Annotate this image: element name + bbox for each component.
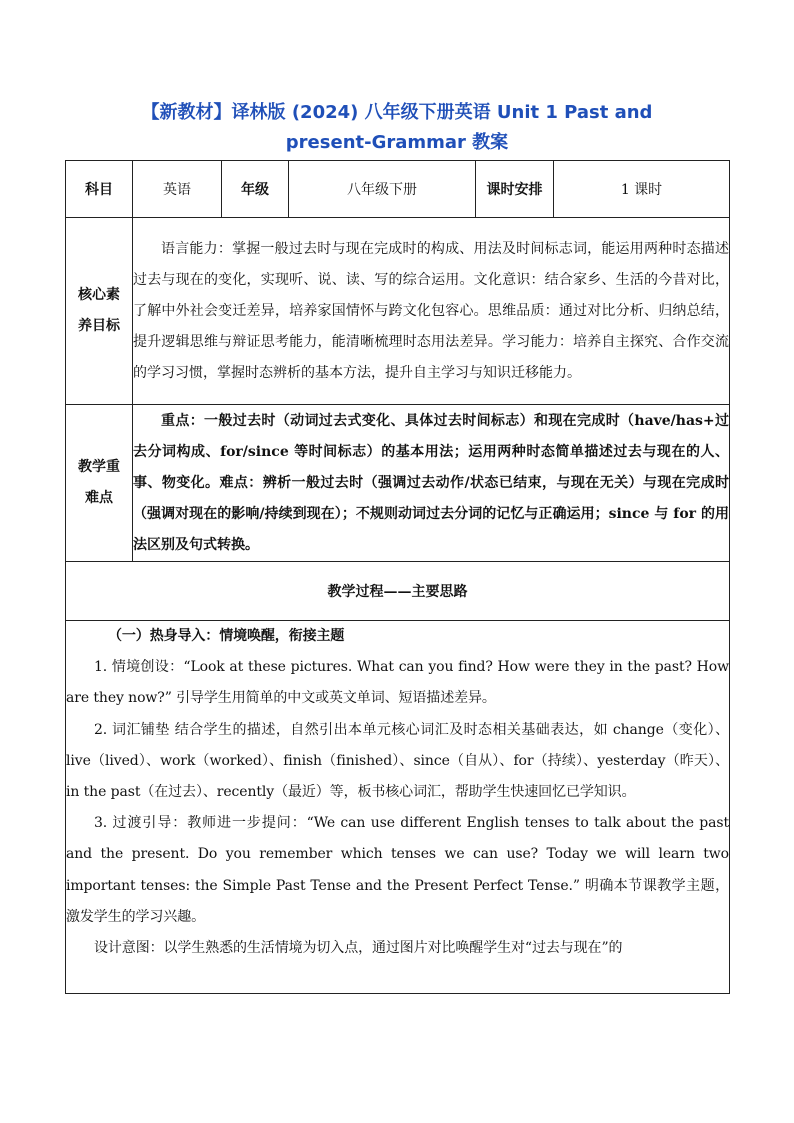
document-title	[60, 98, 734, 158]
period-value: 1 课时	[554, 161, 730, 218]
core-goals-label-line1: 核心素	[78, 287, 120, 303]
process-paragraph-1: 1. 情境创设：“Look at these pictures. What can you find? How were they in the past? How are they now?” 引导学生用简单的中文或英文单词、短语描述差异。	[66, 659, 729, 707]
subject-label: 科目	[66, 161, 133, 218]
period-label: 课时安排	[476, 161, 554, 218]
process-heading: 教学过程——主要思路	[66, 562, 730, 621]
process-subheading-1: （一）热身导入：情境唤醒，衔接主题	[108, 628, 345, 644]
process-paragraph-2: 2. 词汇铺垫 结合学生的描述，自然引出本单元核心词汇及时态相关基础表达，如 change（变化）、live（lived）、work（worked）、finish（finished）、since（自从）、for（持续）、yesterday（昨天）、in the past（在过去）、recently（最近）等，板书核心词汇，帮助学生快速回忆已学知识。	[66, 721, 729, 801]
key-points-label-line1: 教学重	[78, 459, 120, 475]
process-paragraph-3: 3. 过渡引导：教师进一步提问：“We can use different English tenses to talk about the past and the present. Do you remember which tenses we can use? Today we will learn two important tenses: the Simple Past Tense and the Present Perfect Tense.” 明确本节课教学主题，激发学生的学习兴趣。	[66, 815, 729, 925]
grade-value: 八年级下册	[289, 161, 476, 218]
core-goals-label	[66, 218, 133, 405]
core-goals-text: 语言能力：掌握一般过去时与现在完成时的构成、用法及时间标志词，能运用两种时态描述过去与现在的变化，实现听、说、读、写的综合运用。文化意识：结合家乡、生活的今昔对比，了解中外社会变迁差异，培养家国情怀与跨文化包容心。思维品质：通过对比分析、归纳总结，提升逻辑思维与辩证思考能力，能清晰梳理时态用法差异。学习能力：培养自主探究、合作交流的学习习惯，掌握时态辨析的基本方法，提升自主学习与知识迁移能力。	[133, 218, 730, 405]
process-paragraph-4: 设计意图：以学生熟悉的生活情境为切入点，通过图片对比唤醒学生对“过去与现在”的	[94, 940, 623, 957]
core-goals-row	[66, 218, 730, 405]
grade-label: 年级	[222, 161, 289, 218]
title-line-2: present-Grammar 教案	[285, 132, 509, 153]
key-points-label	[66, 405, 133, 562]
lesson-plan-table	[65, 160, 730, 994]
process-heading-row	[66, 562, 730, 621]
key-points-text: 重点：一般过去时（动词过去式变化、具体过去时间标志）和现在完成时（have/has+过去分词构成、for/since 等时间标志）的基本用法；运用两种时态简单描述过去与现在的人、事、物变化。难点：辨析一般过去时（强调过去动作/状态已结束，与现在无关）与现在完成时（强调对现在的影响/持续到现在）；不规则动词过去分词的记忆与正确运用；since 与 for 的用法区别及句式转换。	[133, 405, 730, 562]
core-goals-label-line2: 养目标	[78, 318, 120, 334]
header-row	[66, 161, 730, 218]
subject-value: 英语	[133, 161, 222, 218]
title-line-1: 【新教材】译林版 (2024) 八年级下册英语 Unit 1 Past and	[141, 102, 653, 123]
key-points-label-line2: 难点	[85, 490, 113, 506]
key-points-row	[66, 405, 730, 562]
process-body-row	[66, 621, 730, 994]
process-body	[66, 621, 730, 994]
